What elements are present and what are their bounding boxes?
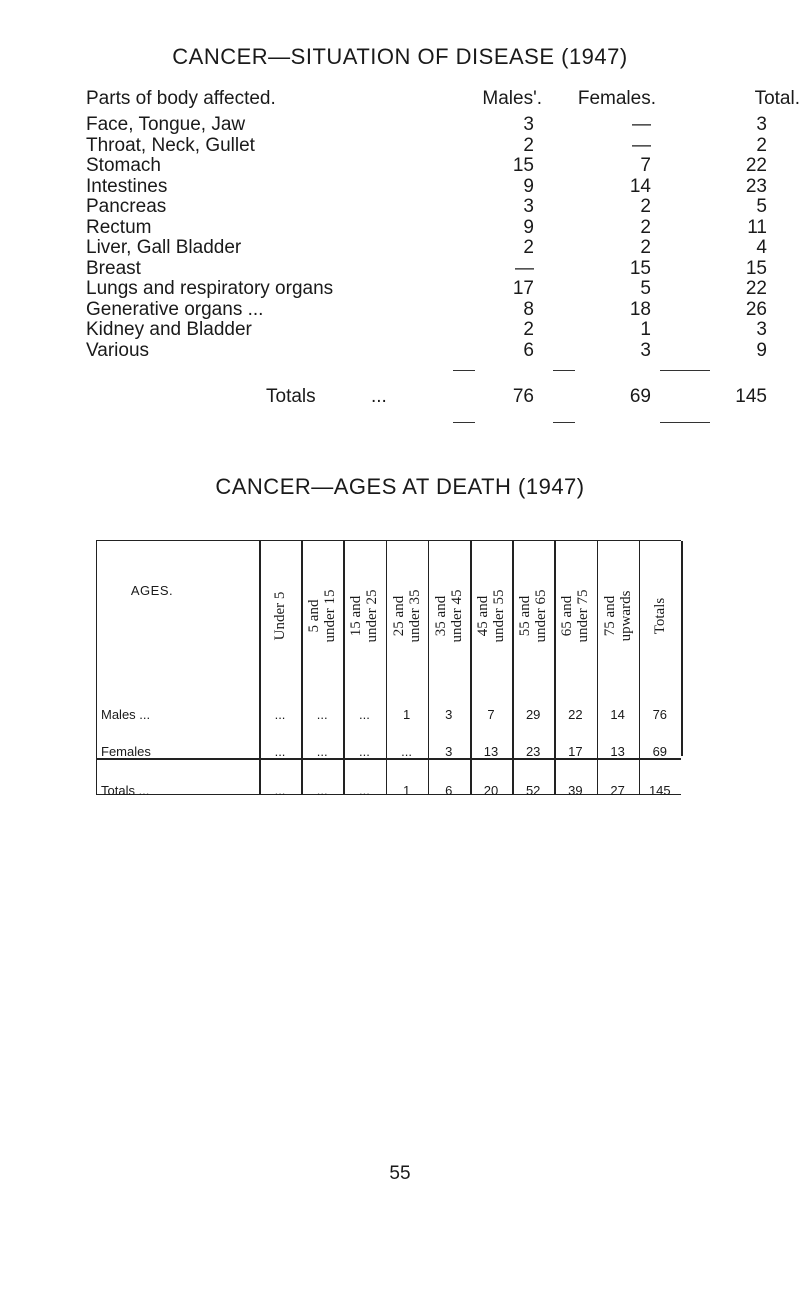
females-column-header: Females.: [577, 88, 656, 109]
age-cell: 13: [483, 744, 499, 759]
females-value: 2: [640, 216, 651, 238]
males-value: 6: [523, 339, 534, 361]
females-value: 2: [640, 237, 651, 258]
age-row-label: Males ...: [101, 707, 151, 722]
age-column-header: [598, 541, 638, 691]
part-name: Pancreas: [86, 196, 167, 217]
part-name: Lungs and respiratory organs: [86, 278, 334, 299]
situation-row: [86, 319, 767, 341]
part-name: Liver, Gall Bladder: [86, 237, 242, 258]
part-name: Generative organs ...: [86, 298, 264, 320]
age-cell: 3: [445, 707, 453, 722]
ages-corner-label: AGES.: [130, 583, 174, 598]
females-value: —: [632, 134, 651, 156]
age-cell: 20: [483, 783, 499, 798]
age-column-header: [429, 541, 469, 691]
total-value: 23: [745, 175, 767, 197]
males-value: 2: [523, 134, 534, 156]
males-value: 2: [523, 237, 534, 258]
situation-title: CANCER—SITUATION OF DISEASE (1947): [172, 44, 628, 69]
age-cell: 1: [402, 707, 411, 722]
age-cell: 52: [525, 783, 541, 798]
column-divider: [681, 541, 683, 756]
age-cell: 1: [402, 783, 411, 798]
ages-title: CANCER—AGES AT DEATH (1947): [215, 474, 585, 499]
females-value: 5: [640, 278, 651, 299]
females-value: 1: [640, 319, 651, 340]
situation-row: [86, 257, 767, 280]
total-sum-rule: [660, 370, 710, 371]
age-cell: ...: [358, 744, 370, 759]
age-cell: 13: [610, 744, 625, 759]
age-column-label: 65 and under 75: [559, 589, 592, 643]
totals-total: 145: [735, 386, 767, 407]
totals-males: 76: [512, 386, 534, 407]
age-cell: 22: [568, 707, 583, 722]
males-column-header: Males'.: [482, 88, 542, 109]
age-column-header: [640, 541, 680, 691]
age-cell: 14: [610, 707, 625, 722]
part-name: Rectum: [86, 216, 152, 238]
situation-totals-row: [86, 386, 767, 408]
females-sum-rule: [553, 370, 575, 371]
age-cell: 39: [568, 783, 583, 798]
situation-row: [86, 278, 767, 300]
age-cell: ...: [316, 707, 328, 722]
females-value: 7: [640, 155, 651, 176]
part-name: Breast: [86, 257, 141, 279]
total-value: 22: [745, 155, 767, 176]
age-cell: ...: [401, 744, 413, 759]
age-column-label: Under 5: [272, 591, 288, 641]
age-cell: 6: [445, 783, 453, 798]
males-value: 3: [523, 196, 534, 217]
situation-row: [86, 196, 767, 218]
age-column-label: 35 and under 45: [432, 589, 465, 643]
females-value: 14: [629, 175, 651, 197]
age-cell: ...: [316, 783, 328, 798]
males-value: 17: [512, 278, 534, 299]
females-end-rule: [553, 422, 575, 423]
age-column-header: [387, 541, 427, 691]
part-name: Throat, Neck, Gullet: [86, 134, 255, 156]
part-name: Stomach: [86, 155, 161, 176]
age-column-header: [513, 541, 553, 691]
total-value: 4: [756, 237, 767, 258]
ages-table: [96, 540, 681, 798]
females-value: 18: [629, 298, 651, 320]
age-cell: 3: [445, 744, 453, 759]
age-column-label: 55 and under 65: [517, 589, 550, 643]
part-column-header: Parts of body affected.: [86, 88, 276, 109]
total-value: 9: [756, 339, 767, 361]
males-value: 9: [523, 175, 534, 197]
females-value: 2: [640, 196, 651, 217]
total-value: 5: [756, 196, 767, 217]
totals-females: 69: [629, 386, 651, 407]
age-column-header: [471, 541, 511, 691]
situation-row: [86, 155, 767, 177]
males-value: 3: [523, 114, 534, 135]
age-column-header: [302, 541, 342, 691]
age-row-label: Totals ...: [101, 783, 150, 798]
total-value: 3: [756, 319, 767, 340]
situation-row: [86, 175, 767, 198]
age-cell: 23: [525, 744, 541, 759]
males-end-rule: [453, 422, 475, 423]
totals-label: Totals: [266, 386, 316, 407]
part-name: Kidney and Bladder: [86, 319, 252, 340]
total-value: 15: [745, 257, 767, 279]
age-cell: ...: [274, 744, 286, 759]
age-cell: ...: [316, 744, 328, 759]
age-cell: 17: [568, 744, 583, 759]
age-cell: 27: [610, 783, 625, 798]
part-name: Face, Tongue, Jaw: [86, 114, 246, 135]
age-cell: ...: [358, 707, 370, 722]
age-column-header: [555, 541, 595, 691]
age-cell: ...: [358, 783, 370, 798]
age-column-label: 5 and under 15: [306, 589, 339, 643]
age-cell: 76: [652, 707, 668, 722]
age-column-header: [344, 541, 384, 691]
total-value: 2: [756, 134, 767, 156]
total-value: 26: [745, 298, 767, 320]
total-value: 3: [756, 114, 767, 135]
females-value: 3: [640, 339, 651, 361]
situation-row: [86, 134, 767, 157]
age-cell: ...: [274, 783, 286, 798]
males-value: 9: [523, 216, 534, 238]
total-value: 22: [745, 278, 767, 299]
age-cell: 29: [525, 707, 541, 722]
age-row-label: Females: [101, 744, 151, 759]
situation-row: [86, 298, 767, 321]
age-column-label: 25 and under 35: [390, 589, 423, 643]
total-column-header: Total.: [754, 88, 800, 109]
age-column-label: Totals: [651, 597, 668, 635]
males-value: 8: [523, 298, 534, 320]
males-value: —: [515, 257, 534, 279]
age-column-label: 45 and under 55: [475, 589, 507, 643]
total-end-rule: [660, 422, 710, 423]
part-name: Various: [86, 339, 150, 361]
females-value: —: [632, 114, 651, 135]
males-sum-rule: [453, 370, 475, 371]
age-column-header: [260, 541, 300, 691]
situation-row: [86, 216, 767, 239]
age-cell: 7: [487, 707, 495, 722]
males-value: 2: [523, 319, 534, 340]
situation-row: [86, 114, 767, 136]
situation-row: [86, 237, 767, 259]
males-value: 15: [512, 155, 534, 176]
part-name: Intestines: [86, 175, 168, 197]
total-value: 11: [747, 216, 767, 238]
situation-row: [86, 339, 767, 362]
page-number: 55: [389, 1163, 411, 1184]
females-value: 15: [629, 257, 651, 279]
age-column-label: 15 and under 25: [348, 589, 381, 643]
age-cell: ...: [274, 707, 286, 722]
totals-dots: ...: [371, 386, 387, 407]
situation-header-row: [86, 88, 800, 110]
age-cell: 145: [648, 783, 671, 798]
age-cell: 69: [652, 744, 668, 759]
age-column-label: 75 and upwards: [601, 590, 634, 642]
